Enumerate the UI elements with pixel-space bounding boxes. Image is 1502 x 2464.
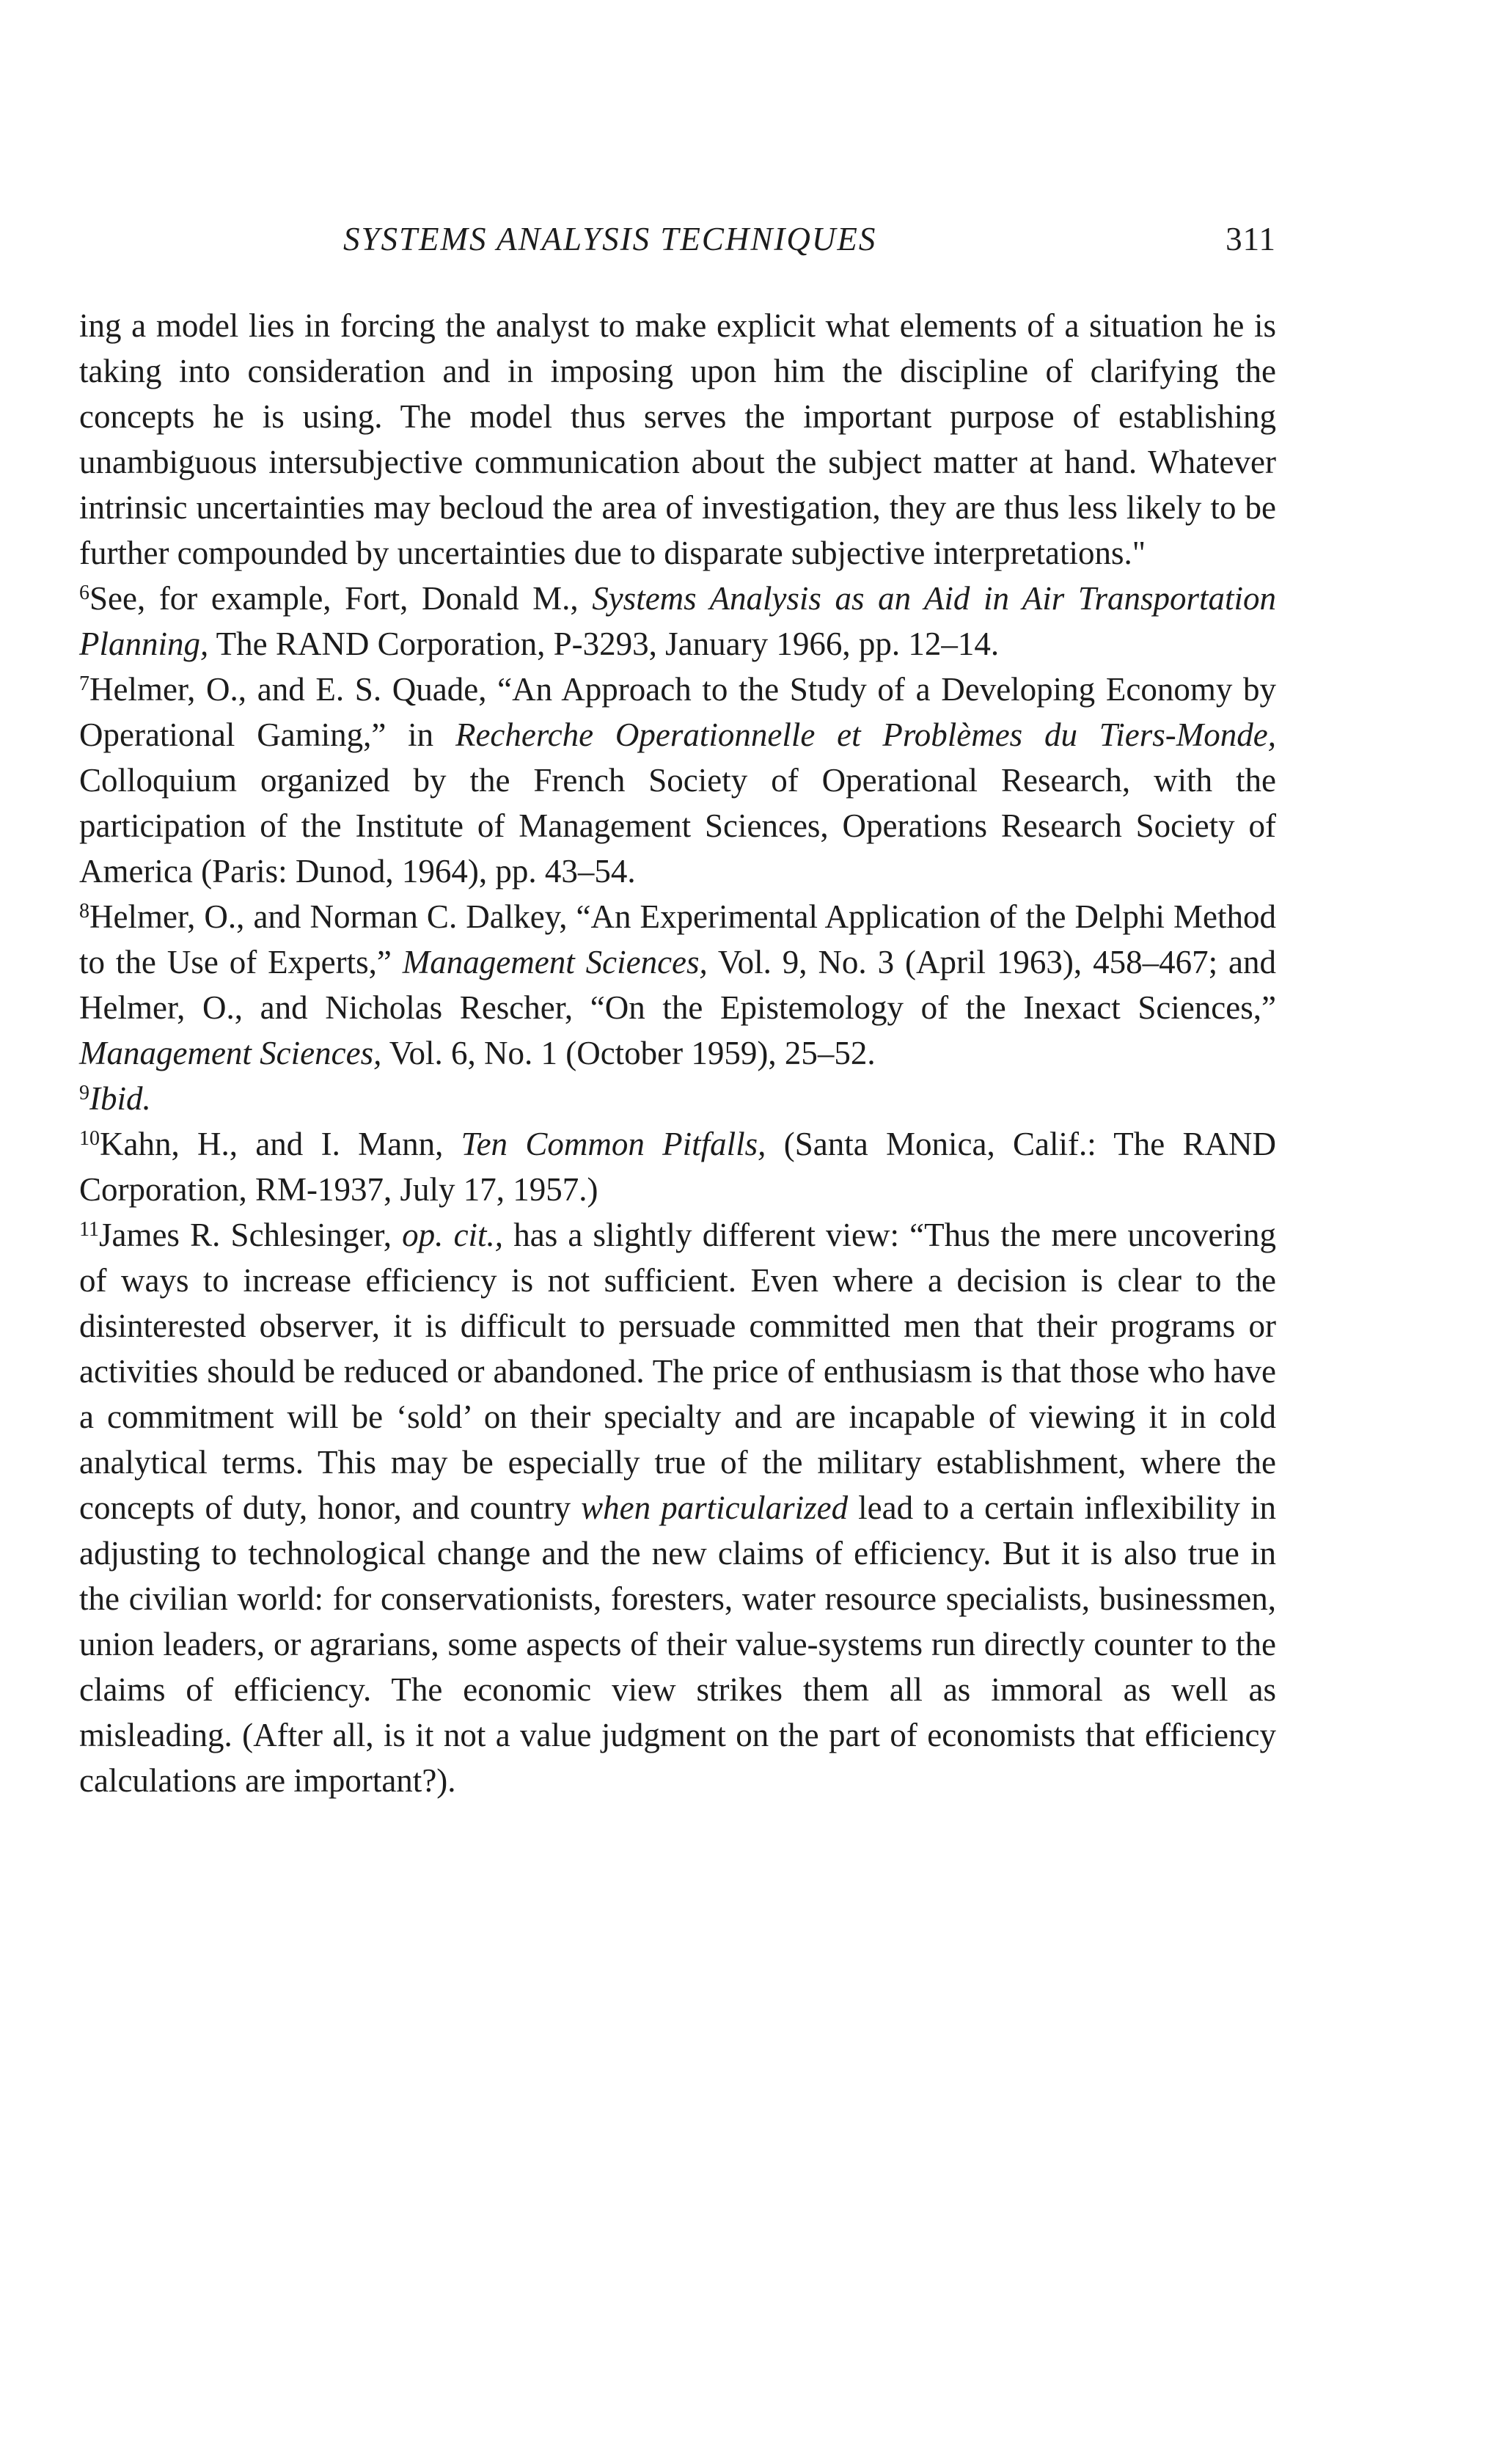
footnote-emphasis: when particularized: [581, 1489, 849, 1526]
footnote-number: 6: [79, 582, 89, 604]
footnote-11: [79, 1212, 1276, 1803]
footnote-text: (Santa Monica, Calif.: The RAND Corporation, RM-1937, July 17, 1957.): [79, 1126, 1276, 1208]
footnote-7: [79, 667, 1276, 894]
footnote-number: 7: [79, 672, 89, 695]
footnote-title: Management Sciences,: [79, 1035, 382, 1071]
page-header: [79, 220, 1276, 279]
footnote-text: Vol. 6, No. 1 (October 1959), 25–52.: [381, 1035, 876, 1071]
continuation-text: ing a model lies in forcing the analyst to make explicit what elements of a situation he is taking into consideration and in imposing upon him the discipline of clarifying the concepts he is using. The model thus serves the important purpose of establishing unambiguous intersubjective communication about the subject matter at hand. Whatever intrinsic uncertainties may becloud the area of investigation, they are thus less likely to be further compounded by uncertainties due to disparate subjective interpretations.": [79, 307, 1276, 571]
footnote-title: Management Sciences,: [402, 944, 708, 980]
footnote-9: [79, 1076, 1276, 1121]
footnote-citation: op. cit.,: [402, 1217, 504, 1253]
page-body: [79, 303, 1276, 1803]
footnote-8: [79, 894, 1276, 1076]
footnote-text: Helmer, O., and Norman C. Dalkey, “An Experimental Application of the Delphi Method to the Use of Experts,”: [79, 898, 1276, 980]
footnote-title: Recherche Operationnelle et Problèmes du Tiers-Monde,: [455, 716, 1276, 753]
page-number: 311: [1226, 221, 1276, 257]
footnote-number: 10: [79, 1127, 100, 1150]
footnote-text: lead to a certain inflexibility in adjusting to technological change and the new claims of efficiency. But it is also true in the civilian world: for conservationists, foresters, water resource specialists, businessmen, union leaders, or agrarians, some aspects of their value-systems run directly counter to the claims of efficiency. The economic view strikes them all as immoral as well as misleading. (After all, is it not a value judgment on the part of economists that efficiency calculations are important?).: [79, 1489, 1277, 1799]
footnote-text: Vol. 9, No. 3 (April 1963), 458–467; and Helmer, O., and Nicholas Rescher, “On the Epistemology of the Inexact Sciences,”: [79, 944, 1276, 1026]
footnote-title: Ibid.: [89, 1080, 151, 1117]
footnote-number: 8: [79, 900, 89, 923]
footnote-text: James R. Schlesinger,: [98, 1217, 403, 1253]
footnote-title: Systems Analysis as an Aid in Air Transportation Planning,: [79, 580, 1276, 662]
footnote-text: Colloquium organized by the French Society of Operational Research, with the participation of the Institute of Management Sciences, Operations Research Society of America (Paris: Dunod, 1964), pp. 43–54.: [79, 762, 1276, 890]
running-title: SYSTEMS ANALYSIS TECHNIQUES: [343, 221, 877, 257]
footnote-text: See, for example, Fort, Donald M.,: [89, 580, 593, 617]
footnote-text: Helmer, O., and E. S. Quade, “An Approach to the Study of a Developing Economy by Operational Gaming,” in: [79, 671, 1276, 753]
footnote-6: [79, 576, 1276, 667]
footnote-10: [79, 1121, 1276, 1212]
continuation-paragraph: [79, 303, 1276, 576]
footnote-text: has a slightly different view: “Thus the mere uncovering of ways to increase efficiency is not sufficient. Even where a decision is clear to the disinterested observer, it is difficult to persuade committed men that their programs or activities should be reduced or abandoned. The price of enthusiasm is that those who have a commitment will be ‘sold’ on their specialty and are incapable of viewing it in cold analytical terms. This may be especially true of the military establishment, where the concepts of duty, honor, and country: [79, 1217, 1276, 1526]
footnote-text: The RAND Corporation, P-3293, January 1966, pp. 12–14.: [208, 626, 1000, 662]
footnote-number: 11: [79, 1218, 99, 1241]
footnote-title: Ten Common Pitfalls,: [461, 1126, 766, 1162]
footnote-text: Kahn, H., and I. Mann,: [100, 1126, 461, 1162]
footnote-number: 9: [79, 1082, 89, 1104]
document-page: [79, 0, 1276, 2464]
